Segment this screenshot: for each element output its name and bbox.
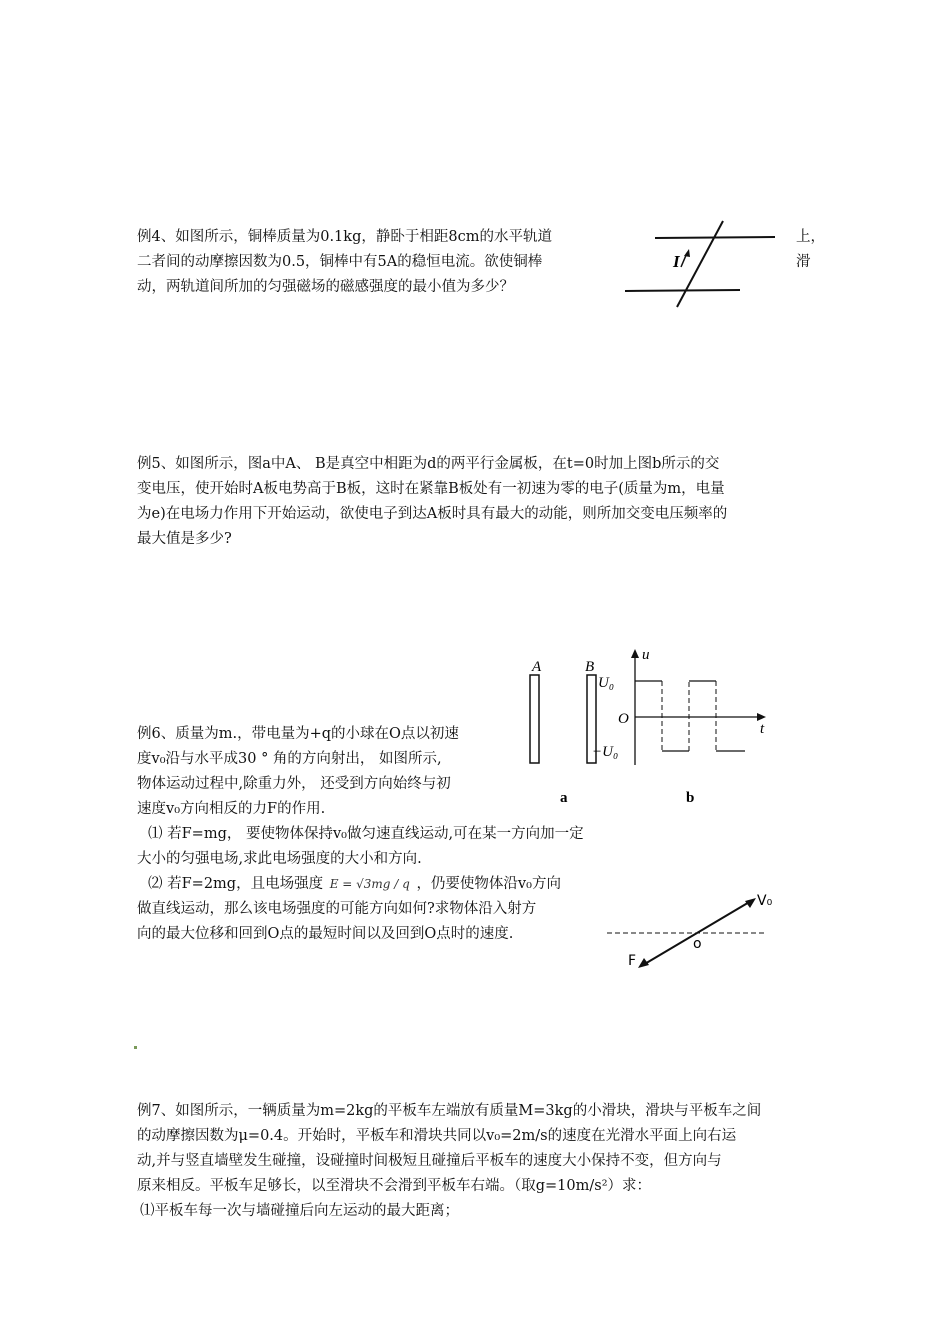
- u-axis-arrow: [631, 649, 639, 658]
- ex6-line-3: 物体运动过程中,除重力外， 还受到方向始终与初: [137, 776, 451, 792]
- force-direction-line: [643, 933, 697, 965]
- t-axis-label: t: [760, 721, 765, 737]
- ex6-line-4: 速度v₀方向相反的力F的作用.: [137, 801, 326, 817]
- origin-label: O: [618, 711, 629, 727]
- field-strength-formula: E = √3mg / q: [329, 877, 410, 891]
- ex5-line-2: 变电压，使开始时A板电势高于B板，这时在紧靠B板处有一初速为零的电子(质量为m，电量: [137, 481, 725, 497]
- v0-arrowhead: [745, 898, 756, 908]
- caption-b: b: [686, 790, 695, 806]
- ex7-line-1: 例7、如图所示，一辆质量为m=2kg的平板车左端放有质量M=3kg的小滑块，滑块与平板车之间: [137, 1103, 762, 1119]
- caption-a: a: [560, 790, 568, 806]
- ex6-line-9: 向的最大位移和回到O点的最短时间以及回到O点时的速度.: [137, 926, 514, 942]
- plates-and-voltage-figure: [510, 645, 780, 810]
- ex6-line-6: 大小的匀强电场,求此电场强度的大小和方向.: [137, 851, 422, 867]
- ex6-line-8: 做直线运动，那么该电场强度的可能方向如何?求物体沿入射方: [137, 901, 537, 917]
- origin-o-label: o: [693, 936, 702, 952]
- ex6-line-7: [148, 872, 561, 896]
- u0-label: U₀: [598, 675, 615, 691]
- ex6-line-7-end: ，仍要使物体沿v₀方向: [416, 876, 561, 892]
- ex6-line-2: 度v₀沿与水平成30 ° 角的方向射出， 如图所示,: [137, 751, 442, 767]
- ex4-rail-figure: [615, 215, 795, 320]
- force-label: F: [628, 953, 637, 969]
- current-label: I: [673, 252, 680, 271]
- t-axis-arrow: [757, 713, 766, 721]
- ex5-line-4: 最大值是多少?: [137, 531, 232, 547]
- ex7-line-5: ⑴平板车每一次与墙碰撞后向左运动的最大距离；: [140, 1203, 459, 1219]
- current-arrowhead: [684, 249, 690, 257]
- force-arrowhead: [638, 958, 649, 968]
- ex7-line-2: 的动摩擦因数为μ=0.4。开始时，平板车和滑块共同以v₀=2m/s的速度在光滑水平面上向右运: [137, 1128, 737, 1144]
- v0-direction-line: [697, 901, 751, 933]
- ex6-line-5: ⑴ 若F=mg， 要使物体保持v₀做匀速直线运动,可在某一方向加一定: [148, 826, 584, 842]
- plate-a-label: A: [532, 659, 542, 675]
- plate-b-label: B: [585, 659, 595, 675]
- ex6-line-7-start: ⑵ 若F=2mg，且电场强度: [148, 876, 324, 892]
- copper-rod: [677, 221, 723, 307]
- velocity-force-figure: [605, 885, 780, 975]
- ex5-line-3: 为e)在电场力作用下开始运动，欲使电子到达A板时具有最大的动能，则所加交变电压频率的: [137, 506, 728, 522]
- ex4-line-1-end: 上，: [796, 229, 825, 245]
- ex4-line-2-end: 滑: [796, 254, 811, 270]
- u-axis-label: u: [642, 647, 650, 663]
- stray-dot: [134, 1046, 137, 1049]
- ex6-line-1: 例6、质量为m.，带电量为+q的小球在O点以初速: [137, 726, 459, 742]
- ex5-line-1: 例5、如图所示，图a中A、 B是真空中相距为d的两平行金属板，在t=0时加上图b所示的交: [137, 456, 720, 472]
- ex7-line-3: 动,并与竖直墙壁发生碰撞，设碰撞时间极短且碰撞后平板车的速度大小保持不变，但方向与: [137, 1153, 722, 1169]
- v0-label: V₀: [757, 893, 773, 909]
- neg-u0-label: −U₀: [592, 744, 619, 760]
- ex4-line-3: 动，两轨道间所加的匀强磁场的磁感强度的最小值为多少？: [137, 279, 514, 295]
- ex4-line-1: 例4、如图所示，铜棒质量为0.1kg，静卧于相距8cm的水平轨道: [137, 229, 552, 245]
- plate-a: [530, 675, 539, 763]
- ex7-line-4: 原来相反。平板车足够长，以至滑块不会滑到平板车右端。（取g=10m/s²）求：: [137, 1178, 652, 1194]
- bottom-rail: [625, 290, 740, 291]
- ex4-line-2: 二者间的动摩擦因数为0.5，铜棒中有5A的稳恒电流。欲使铜棒: [137, 254, 543, 270]
